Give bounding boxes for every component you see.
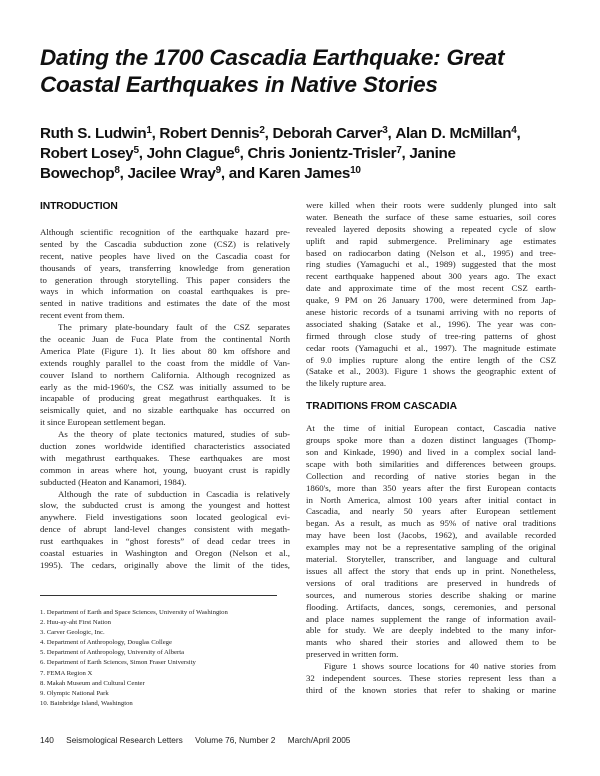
section-heading-traditions: TRADITIONS FROM CASCADIA: [306, 401, 457, 413]
text-line: flooding. Artifacts, dances, songs, ceremonies, and personal: [306, 601, 556, 612]
text-line: to generation through storytelling. This paper considers the: [40, 274, 290, 285]
paragraph: [40, 227, 290, 322]
text-line: issues all affect the story that ends up in print. Nonetheless,: [306, 565, 556, 576]
text-line: incapable of producing great megathrust earthquakes. It is: [40, 393, 290, 404]
text-line: seismically quiet, and no sizable earthquake has occurred on: [40, 405, 290, 416]
affiliation-marker: 1: [146, 125, 152, 136]
text-line: recent, native peoples have lived on the Cascadia coast for: [40, 250, 290, 261]
page-footer: [40, 735, 360, 746]
text-line: couver Island to northern California. Although recognized as: [40, 369, 290, 380]
author: Bowechop$^8$,: [40, 165, 128, 182]
text-line: early as the mid-1960's, the CSZ was initially assumed to be: [40, 381, 290, 392]
text-line: scape with both similarities and differences between groups.: [306, 458, 556, 469]
footnote: 3. Carver Geologic, Inc.: [40, 629, 105, 637]
text-line: of 9.0 implies rupture along the entire length of the CSZ: [306, 354, 556, 365]
left-column: [40, 200, 290, 572]
text-line: 1995). The cedars, originally above the limit of the tides,: [40, 559, 290, 570]
text-line: third of the known stories that refer to shaking or marine: [306, 684, 556, 695]
footnote: 8. Makah Museum and Cultural Center: [40, 679, 145, 687]
footnote: 2. Huu-ay-aht First Nation: [40, 619, 111, 627]
author: Janine: [409, 145, 456, 162]
author: Chris Jonientz-Trisler$^7$,: [247, 145, 410, 162]
text-line: anese historic records of a tsunami arriving with no reports of: [306, 307, 556, 318]
affiliation-marker: 6: [234, 145, 240, 156]
right-column: [306, 200, 556, 697]
paragraph: [40, 429, 290, 488]
text-line: cedar roots (Yamaguchi et al., 1997). The magnitude estimate: [306, 342, 556, 353]
text-line: preserved in written form.: [306, 649, 399, 660]
text-line: ways in which information on coastal earthquakes is pre-: [40, 286, 290, 297]
footnote: 10. Bainbridge Island, Washington: [40, 699, 133, 707]
paragraph: [306, 423, 556, 661]
text-line: versions of oral traditions are preserved in hundreds of: [306, 577, 556, 588]
text-line: with megathrust earthquakes. These earthquakes are most: [40, 452, 290, 463]
text-line: revealed layered deposits showing a repeated cycle of slow: [306, 223, 556, 234]
affiliation-footnotes: [40, 608, 290, 709]
text-line: 1860's, more than 350 years after the first European contacts: [306, 482, 556, 493]
text-line: associated shaking (Satake et al., 1996). The year was con-: [306, 318, 556, 329]
text-line: mants who shared their stories and allowed them to be: [306, 637, 556, 648]
text-line: recent earthquake happened about 300 years ago. The exact: [306, 271, 556, 282]
text-line: sources, and numerous stories describe shaking or marine: [306, 589, 556, 600]
text-line: were killed when their roots were suddenly plunged into salt: [306, 200, 556, 210]
text-line: firmed through close study of tree-ring patterns of ghost: [306, 330, 556, 341]
footnote-divider: [40, 595, 277, 596]
text-line: the oceanic Juan de Fuca Plate from the continental North: [40, 334, 290, 345]
text-line: subducted (Heaton and Kanamori, 1984).: [40, 476, 187, 487]
text-line: began. As a result, as much as 95% of native oral traditions: [306, 518, 556, 529]
text-line: the likely rupture area.: [306, 378, 387, 389]
paragraph: [40, 322, 290, 429]
paragraph: [306, 200, 556, 390]
author-list: [40, 124, 580, 184]
text-line: recent event from them.: [40, 310, 125, 321]
text-line: son and Kinkade, 1990) and lived in a complex social land-: [306, 447, 556, 458]
text-line: thousands of years, transferring knowledge from generation: [40, 262, 290, 273]
footnote: 5. Department of Anthropology, University of Alberta: [40, 649, 185, 657]
title-line-2: Coastal Earthquakes in Native Stories: [40, 72, 438, 97]
text-line: As the theory of plate tectonics matured, studies of sub-: [58, 429, 290, 440]
text-line: sented by the Cascadia subduction zone (CSZ) is relatively: [40, 238, 290, 249]
text-line: Collection and recording of native stories began in the: [306, 470, 556, 481]
footnote: 6. Department of Earth Sciences, Simon Fraser University: [40, 659, 196, 667]
text-line: examples may not be a representative sampling of the original: [306, 542, 556, 553]
text-line: America Plate (Figure 1). It lies about 80 km offshore and: [40, 345, 290, 356]
text-line: Although scientific recognition of the earthquake hazard pre-: [40, 227, 290, 237]
text-line: Although the rate of subduction in Cascadia is relatively: [58, 488, 290, 499]
text-line: in North America, almost 100 years after initial contact in: [306, 494, 556, 505]
text-line: material. Storyteller, transcriber, and language and cultural: [306, 554, 556, 565]
author: Karen James$^{10}$: [258, 165, 361, 182]
paragraph: [306, 661, 556, 697]
affiliation-marker: 2: [259, 125, 265, 136]
text-line: coastal estuaries in Washington and Oregon (Nelson et al.,: [40, 548, 290, 559]
text-line: quake, 9 PM on 26 January 1700, were determined from Jap-: [306, 295, 556, 306]
text-line: uplift and rapid submergence. Preliminary age estimates: [306, 235, 556, 246]
text-line: dence of abrupt land-level changes consistent with megath-: [40, 524, 290, 535]
footnote: 9. Olympic National Park: [40, 689, 109, 697]
affiliation-marker: 7: [396, 145, 402, 156]
author: Robert Losey$^5$,: [40, 145, 147, 162]
text-line: rust earthquakes in “ghost forests” of dead cedar trees in: [40, 536, 290, 547]
author: Alan D. McMillan$^4$,: [395, 125, 521, 142]
footnote: 4. Department of Anthropology, Douglas College: [40, 639, 172, 647]
text-line: and place names supplement the range of information avail-: [306, 613, 556, 624]
text-line: it since European settlement began.: [40, 417, 166, 428]
page-number: 140: [40, 735, 54, 745]
text-line: water. Beneath the surface of these same estuaries, soil cores: [306, 211, 556, 222]
text-line: sented in native traditions and estimates the date of the most: [40, 298, 290, 309]
text-line: At the time of initial European contact, Cascadia native: [306, 423, 556, 434]
text-line: common in areas where hot, young, buoyant crust is rapidly: [40, 464, 290, 475]
text-line: date and approximate time of the most recent CSZ earth-: [306, 283, 556, 294]
text-line: groups spoke more than a dozen distinct languages (Thomp-: [306, 435, 556, 446]
text-line: extends roughly parallel to the coast from the middle of Van-: [40, 357, 290, 368]
author: Deborah Carver$^3$,: [272, 125, 396, 142]
text-line: able for study. We are deeply indebted to the many infor-: [306, 625, 556, 636]
affiliation-marker: 9: [215, 165, 221, 176]
text-line: Figure 1 shows source locations for 40 native stories from: [324, 661, 556, 672]
text-line: may have been lost (Jacobs, 1962), and available recorded: [306, 530, 556, 541]
text-line: anywhere. Field investigations soon located geological evi-: [40, 512, 290, 523]
affiliation-marker: 8: [114, 165, 120, 176]
section-heading-introduction: INTRODUCTION: [40, 201, 118, 212]
paragraph: [40, 489, 290, 572]
journal-name: Seismological Research Letters: [66, 735, 183, 745]
journal-volume: Volume 76, Number 2: [195, 735, 276, 745]
author: Jacilee Wray$^9$, and: [127, 165, 259, 182]
author: Robert Dennis$^2$,: [159, 125, 273, 142]
footnote: 7. FEMA Region X: [40, 669, 93, 677]
affiliation-marker: 4: [511, 125, 517, 136]
footnote: 1. Department of Earth and Space Sciences, University of Washington: [40, 609, 228, 616]
text-line: (Satake et al., 2003). Figure 1 shows the geographic extent of: [306, 366, 556, 377]
text-line: 32 independent sources. These stories represent less than a: [306, 672, 556, 683]
affiliation-marker: 5: [133, 145, 139, 156]
title-line-1: Dating the 1700 Cascadia Earthquake: Great: [40, 45, 505, 70]
author: Ruth S. Ludwin$^1$,: [40, 125, 160, 142]
text-line: based on radiocarbon dating (Nelson et al., 1995) and tree-: [306, 247, 556, 258]
paper-title: [40, 44, 570, 98]
affiliation-marker: 3: [382, 125, 388, 136]
text-line: slow, the subducted crust is among the youngest and hottest: [40, 500, 290, 511]
text-line: The primary plate-boundary fault of the CSZ separates: [58, 322, 290, 333]
author: John Clague$^6$,: [146, 145, 248, 162]
text-line: ring studies (Yamaguchi et al., 1989) suggested that the most: [306, 259, 556, 270]
journal-date: March/April 2005: [287, 735, 351, 745]
affiliation-marker: 10: [350, 165, 361, 176]
text-line: Cascadia, and nearly 50 years after European settlement: [306, 506, 556, 517]
text-line: duction zones worldwide identified characteristics associated: [40, 441, 290, 452]
